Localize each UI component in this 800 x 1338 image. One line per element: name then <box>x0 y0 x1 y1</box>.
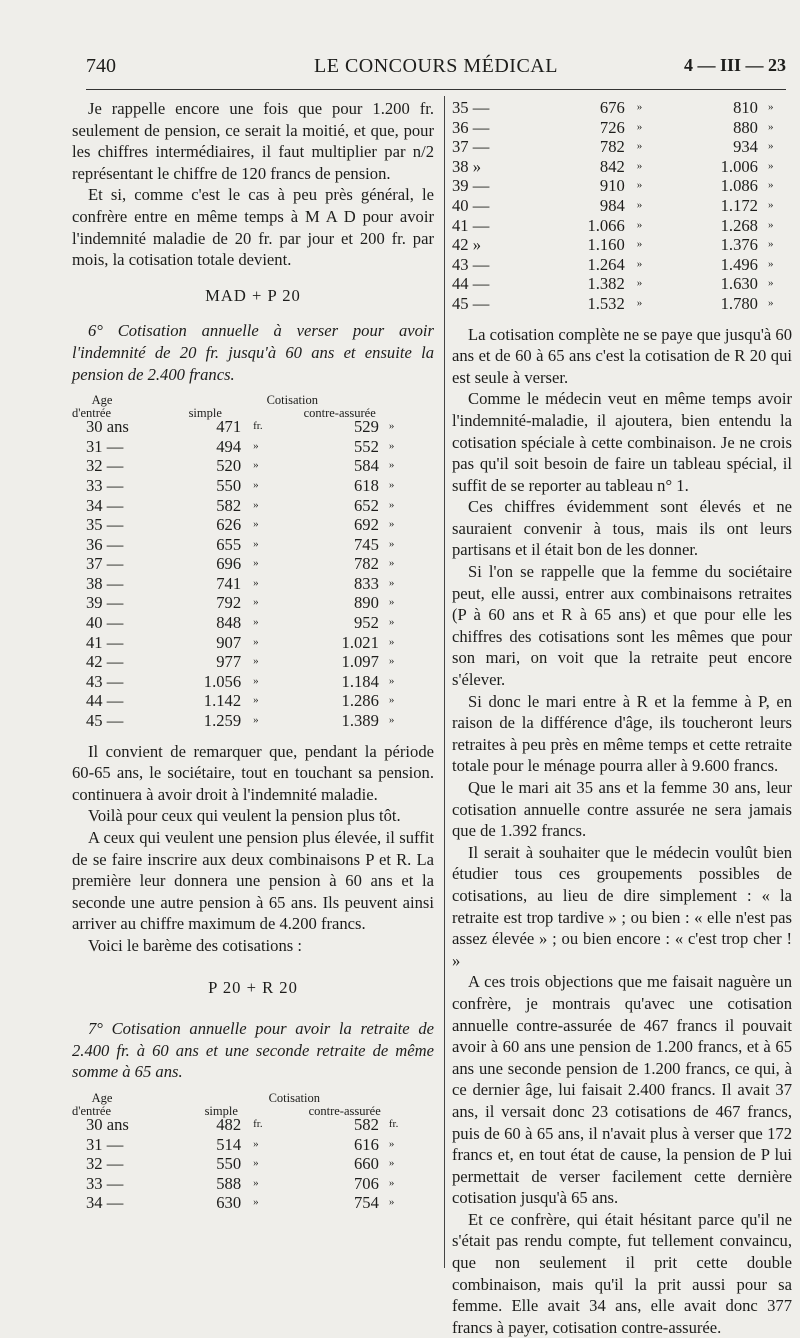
row-simple: 582 <box>216 495 242 515</box>
row-unit: » <box>388 420 395 433</box>
row-contre: 692 <box>354 515 379 535</box>
row-unit: fr. <box>253 420 263 433</box>
right-column <box>452 98 792 1338</box>
row-age: 37 — <box>86 554 124 574</box>
row-age: 32 — <box>86 1154 124 1174</box>
row-unit: fr. <box>253 1117 263 1130</box>
row-unit: » <box>253 694 259 707</box>
row-contre: 745 <box>354 534 379 554</box>
row-unit: » <box>388 616 395 629</box>
row-age: 43 — <box>452 254 490 274</box>
paragraph: Comme le médecin veut en même temps avoir l'indemnité-maladie, il ajoutera, bien entendu la cotisation spéciale à cette combinaison. Je ne crois pas qu'il soit besoin de faire un tableau spécial, il suffit de se reporter au tableau n° 1. <box>452 389 792 495</box>
row-contre: 529 <box>354 417 379 437</box>
row-simple: 910 <box>599 176 625 196</box>
row-unit: » <box>388 576 395 589</box>
row-simple: 471 <box>216 417 242 437</box>
contribution-table-6 <box>72 391 434 731</box>
row-contre: 706 <box>354 1173 379 1193</box>
row-simple: 1.264 <box>587 254 625 274</box>
paragraph: Ces chiffres évidemment sont élevés et ne sauraient convenir à tous, mais ils ont leurs partisans et il était bon de les donner. <box>452 497 792 560</box>
row-contre: 833 <box>354 573 379 593</box>
row-age: 35 — <box>86 515 124 535</box>
formula: MAD + P 20 <box>205 285 301 305</box>
table-row <box>72 515 434 535</box>
row-age: 31 — <box>86 436 124 456</box>
row-simple: 1.160 <box>587 235 625 255</box>
row-simple: 482 <box>216 1114 242 1134</box>
row-age: 44 — <box>452 274 490 294</box>
row-unit: » <box>253 714 259 727</box>
table-row <box>72 633 434 653</box>
row-simple: 626 <box>216 515 242 535</box>
col-header-cotisation: Cotisation <box>266 393 318 408</box>
row-contre: 1.021 <box>341 632 379 652</box>
row-age: 41 — <box>452 215 490 235</box>
row-age: 45 — <box>86 711 124 731</box>
row-age: 36 — <box>452 117 490 137</box>
row-unit: » <box>767 218 774 231</box>
row-unit: » <box>388 694 395 707</box>
col-header-age-sub: d'entrée <box>72 406 112 421</box>
row-simple: 550 <box>216 1154 242 1174</box>
table-row <box>72 613 434 633</box>
table-row <box>452 294 792 314</box>
row-contre: 1.389 <box>341 711 379 731</box>
row-age: 33 — <box>86 1173 124 1193</box>
row-simple: 696 <box>216 554 242 574</box>
row-age: 30 ans <box>86 417 129 437</box>
table-row <box>72 652 434 672</box>
row-unit: » <box>636 257 643 270</box>
row-age: 42 » <box>452 235 482 255</box>
table-header <box>72 391 434 417</box>
row-unit: » <box>636 140 643 153</box>
col-header-contre: contre-assurée <box>308 1103 381 1118</box>
row-unit: » <box>636 159 643 172</box>
row-contre: 1.268 <box>720 215 758 235</box>
table-row <box>452 196 792 216</box>
journal-title: LE CONCOURS MÉDICAL <box>314 55 558 77</box>
row-age: 30 ans <box>86 1114 129 1134</box>
row-unit: » <box>253 459 259 472</box>
table-row <box>72 476 434 496</box>
row-unit: » <box>767 159 774 172</box>
row-simple: 494 <box>216 436 242 456</box>
table-row <box>72 1174 434 1194</box>
table-row <box>72 1154 434 1174</box>
row-unit: » <box>636 296 643 309</box>
table-row <box>72 1135 434 1155</box>
table-row <box>452 157 792 177</box>
row-unit: » <box>388 518 395 531</box>
row-unit: » <box>253 439 259 452</box>
row-unit: » <box>767 179 774 192</box>
row-unit: » <box>253 1137 259 1150</box>
col-header-simple: simple <box>204 1103 238 1118</box>
row-age: 31 — <box>86 1134 124 1154</box>
row-age: 34 — <box>86 495 124 515</box>
row-unit: » <box>253 518 259 531</box>
row-simple: 1.142 <box>203 691 242 711</box>
section-heading: 7° Cotisation annuelle pour avoir la retraite de 2.400 fr. à 60 ans et une seconde retraite de même somme à 65 ans. <box>72 1019 434 1082</box>
row-unit: fr. <box>388 1117 399 1130</box>
row-unit: » <box>253 616 259 629</box>
row-age: 39 — <box>452 176 490 196</box>
row-age: 43 — <box>86 671 124 691</box>
col-header-cotisation: Cotisation <box>268 1090 320 1105</box>
row-simple: 514 <box>216 1134 242 1154</box>
row-unit: » <box>388 1196 395 1209</box>
row-unit: » <box>767 140 774 153</box>
row-contre: 1.496 <box>720 254 758 274</box>
row-simple: 782 <box>599 137 625 157</box>
row-unit: » <box>388 439 395 452</box>
row-unit: » <box>767 257 774 270</box>
formula: P 20 + R 20 <box>208 977 298 997</box>
row-age: 34 — <box>86 1193 124 1213</box>
row-unit: » <box>388 557 395 570</box>
row-unit: » <box>767 101 774 113</box>
row-unit: » <box>636 198 643 211</box>
row-contre: 880 <box>733 117 758 137</box>
paragraph: A ces trois objections que me faisait naguère un confrère, je montrais qu'avec une cotisation annuelle contre-assurée de 467 francs il pouvait avoir à 60 ans une pension de 1.200 francs, et à 65 ans une seconde pension de 1.200 francs, ce qui, à ce dernier âge, lui faisait 2.400 francs. Il avait 37 ans, il versait donc 23 cotisations de 467 francs, puis de 60 à 65 ans, il n'avait plus à verser que 172 francs et, en tout état de cause, la pension de P lui permettait de verser facilement cette dernière cotisation jusqu'à 65 ans. <box>452 972 792 1208</box>
row-unit: » <box>636 120 643 133</box>
paragraph: Je rappelle encore une fois que pour 1.200 fr. seulement de pension, ce serait la moitié, et que, pour les chiffres intermédiaires, il faut multiplier par n/2 représentant le chiffre de 120 francs de pension. <box>72 99 434 183</box>
row-unit: » <box>253 557 259 570</box>
row-contre: 952 <box>354 613 379 633</box>
row-unit: » <box>388 714 395 727</box>
row-unit: » <box>767 277 774 290</box>
row-simple: 842 <box>599 156 625 176</box>
row-age: 45 — <box>452 293 490 313</box>
row-contre: 1.172 <box>720 195 758 215</box>
col-header-age-sub: d'entrée <box>72 1103 112 1118</box>
row-unit: » <box>767 120 774 133</box>
row-contre: 934 <box>733 137 758 157</box>
table-row <box>72 691 434 711</box>
row-contre: 1.376 <box>720 235 758 255</box>
row-contre: 660 <box>354 1154 379 1174</box>
row-unit: » <box>636 277 643 290</box>
paragraph: A ceux qui veulent une pension plus élevée, il suffit de se faire inscrire aux deux combinaisons P et R. La première leur donnera une pension à 60 ans et la seconde une autre pension à 65 ans. Ils peuvent ainsi arriver au chiffre maximum de 4.200 francs. <box>72 828 434 934</box>
row-age: 40 — <box>452 195 490 215</box>
table-row <box>452 98 792 118</box>
table-row <box>452 176 792 196</box>
row-contre: 754 <box>354 1193 379 1213</box>
row-simple: 588 <box>216 1173 242 1193</box>
paragraph: Que le mari ait 35 ans et la femme 30 ans, leur cotisation annuelle contre assurée ne sera jamais que de 1.392 francs. <box>452 778 792 841</box>
page-number: 740 <box>86 55 116 77</box>
row-unit: » <box>253 498 259 511</box>
table-row <box>452 235 792 255</box>
paragraph: Voilà pour ceux qui veulent la pension plus tôt. <box>88 806 401 826</box>
contribution-table-7 <box>72 1089 434 1213</box>
row-contre: 1.286 <box>341 691 379 711</box>
row-unit: » <box>767 198 774 211</box>
row-contre: 616 <box>354 1134 379 1154</box>
row-contre: 1.097 <box>341 652 379 672</box>
row-age: 32 — <box>86 456 124 476</box>
paragraph: Si donc le mari entre à R et la femme à P, en raison de la différence d'âge, ils toucheront leurs retraites à peu près en même temps et cette retraite totale pour le ménage pourra aller à 9.600 francs. <box>452 691 792 776</box>
row-age: 33 — <box>86 475 124 495</box>
row-simple: 792 <box>216 593 242 613</box>
table-row <box>452 255 792 275</box>
row-simple: 984 <box>599 195 625 215</box>
section-heading: 6° Cotisation annuelle à verser pour avoir l'indemnité de 20 fr. jusqu'à 60 ans et ensuite la pension de 2.400 francs. <box>72 321 434 384</box>
col-header-age: Age <box>91 1090 113 1105</box>
row-unit: » <box>253 478 259 491</box>
paragraph: La cotisation complète ne se paye que jusqu'à 60 ans et de 60 à 65 ans c'est la cotisation de R 20 qui est seule à verser. <box>452 324 792 387</box>
table-row <box>452 118 792 138</box>
row-contre: 1.630 <box>720 274 758 294</box>
row-unit: » <box>253 655 259 668</box>
issue-date: 4 — III — 23 <box>683 55 786 75</box>
paragraph: Et si, comme c'est le cas à peu près général, le confrère entre en même temps à M A D pour avoir l'indemnité maladie de 20 fr. par jour et 200 fr. par mois, la cotisation totale devient. <box>72 185 434 270</box>
row-age: 35 — <box>452 98 490 117</box>
col-header-age: Age <box>91 393 113 408</box>
row-unit: » <box>388 1176 395 1189</box>
table-row <box>452 137 792 157</box>
row-unit: » <box>253 596 259 609</box>
table-row <box>72 1193 434 1213</box>
row-age: 37 — <box>452 137 490 157</box>
row-contre: 1.184 <box>341 671 379 691</box>
table-row <box>72 456 434 476</box>
row-contre: 1.780 <box>720 293 758 313</box>
row-contre: 1.006 <box>720 156 758 176</box>
row-simple: 907 <box>216 632 242 652</box>
row-unit: » <box>767 238 774 251</box>
paragraph: Il serait à souhaiter que le médecin voulût bien étudier tous ces groupements possibles de cotisations, au lieu de dire simplement : « la retraite est trop tardive » ; ou bien : « elle n'est pas assez élevée » ; ou bien encore : « c'est trop cher ! » <box>452 842 792 970</box>
row-contre: 652 <box>354 495 379 515</box>
row-contre: 582 <box>354 1114 379 1134</box>
table-row <box>72 417 434 437</box>
row-contre: 584 <box>354 456 379 476</box>
col-header-contre: contre-assurée <box>303 406 376 421</box>
row-simple: 1.056 <box>203 671 242 691</box>
table-row <box>72 711 434 731</box>
row-unit: » <box>388 655 395 668</box>
table-row <box>72 554 434 574</box>
table-row <box>72 496 434 516</box>
row-unit: » <box>767 296 774 309</box>
row-contre: 1.086 <box>720 176 758 196</box>
row-age: 38 » <box>452 156 482 176</box>
row-simple: 655 <box>216 534 242 554</box>
row-age: 42 — <box>86 652 124 672</box>
paragraph: Et ce confrère, qui était hésitant parce qu'il ne s'était pas rendu compte, fut tellement convaincu, que non seulement il prit cette double combinaison, mais qu'il la prit aussi pour sa femme. Elle avait 34 ans, elle avait donc 377 francs à payer, cotisation contre-assurée. <box>452 1209 792 1337</box>
header-rule <box>86 89 786 90</box>
row-unit: » <box>253 576 259 589</box>
paragraph: Il convient de remarquer que, pendant la période 60-65 ans, le sociétaire, tout en touchant sa pension. continuera à avoir droit à l'indemnité maladie. <box>72 741 434 804</box>
col-header-simple: simple <box>188 406 222 421</box>
row-simple: 550 <box>216 475 242 495</box>
row-age: 40 — <box>86 613 124 633</box>
row-age: 38 — <box>86 573 124 593</box>
row-simple: 1.259 <box>203 711 242 731</box>
row-unit: » <box>388 674 395 687</box>
row-age: 39 — <box>86 593 124 613</box>
row-simple: 676 <box>599 98 625 117</box>
row-simple: 848 <box>216 613 242 633</box>
row-unit: » <box>388 459 395 472</box>
paragraph: Voici le barème des cotisations : <box>88 935 302 955</box>
table-row <box>72 437 434 457</box>
table-row <box>452 274 792 294</box>
table-header <box>72 1089 434 1115</box>
row-contre: 618 <box>354 475 379 495</box>
table-row <box>452 216 792 236</box>
row-unit: » <box>253 1196 259 1209</box>
row-unit: » <box>636 101 643 113</box>
row-unit: » <box>388 1157 395 1170</box>
row-unit: » <box>388 537 395 550</box>
row-simple: 977 <box>216 652 242 672</box>
row-unit: » <box>253 674 259 687</box>
row-simple: 1.532 <box>587 293 625 313</box>
row-age: 41 — <box>86 632 124 652</box>
row-unit: » <box>388 596 395 609</box>
contribution-table-7-continued <box>452 98 792 314</box>
row-simple: 1.066 <box>587 215 625 235</box>
row-contre: 890 <box>354 593 379 613</box>
left-column <box>72 98 434 1213</box>
page-header <box>86 55 786 83</box>
row-simple: 741 <box>216 573 242 593</box>
row-unit: » <box>388 1137 395 1150</box>
row-contre: 552 <box>354 436 379 456</box>
row-unit: » <box>253 537 259 550</box>
row-unit: » <box>636 179 643 192</box>
row-unit: » <box>253 1176 259 1189</box>
table-row <box>72 574 434 594</box>
row-age: 44 — <box>86 691 124 711</box>
row-unit: » <box>636 218 643 231</box>
row-unit: » <box>636 238 643 251</box>
row-age: 36 — <box>86 534 124 554</box>
row-unit: » <box>253 635 259 648</box>
row-contre: 782 <box>354 554 379 574</box>
row-unit: » <box>253 1157 259 1170</box>
row-simple: 520 <box>216 456 242 476</box>
row-simple: 726 <box>599 117 625 137</box>
row-unit: » <box>388 498 395 511</box>
table-row <box>72 535 434 555</box>
table-row <box>72 593 434 613</box>
row-contre: 810 <box>733 98 758 117</box>
row-unit: » <box>388 478 395 491</box>
column-divider <box>444 96 445 1268</box>
row-simple: 630 <box>216 1193 242 1213</box>
paragraph: Si l'on se rappelle que la femme du sociétaire peut, elle aussi, entrer aux combinaisons retraites (P à 60 ans et R à 65 ans) et que pour elle les chiffres des cotisations sont les mêmes que pour son mari, on voit que la retraite peut encore s'élever. <box>452 562 792 690</box>
row-unit: » <box>388 635 395 648</box>
table-row <box>72 672 434 692</box>
row-simple: 1.382 <box>587 274 625 294</box>
